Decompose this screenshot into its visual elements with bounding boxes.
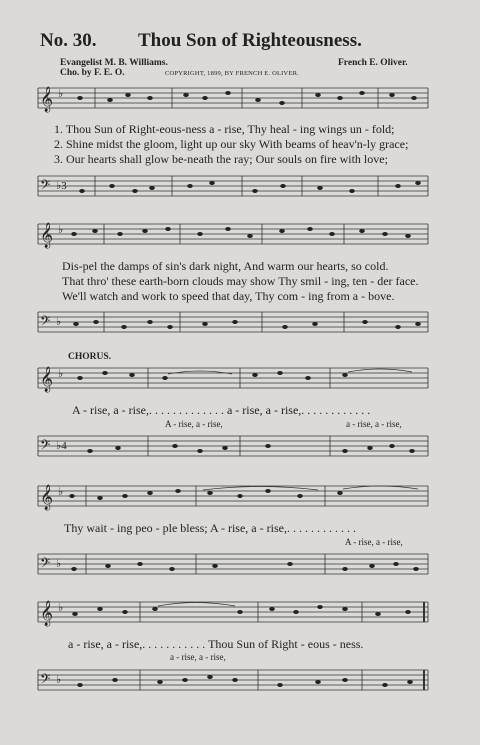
svg-text:𝄢: 𝄢 [40, 439, 51, 456]
chorus-line-1-lyric: A - rise, a - rise,. . . . . . . . . . . . . a - rise, a - rise,. . . . . . . . . . . . [72, 403, 371, 417]
system-2-treble [0, 218, 480, 258]
chorus-line-2-bass-lyric: A - rise, a - rise, [345, 537, 403, 547]
system-2-bass [0, 306, 480, 346]
svg-text:♭: ♭ [58, 224, 64, 236]
system-1-bass [0, 170, 480, 210]
system-1-treble [0, 82, 480, 122]
svg-text:♭: ♭ [58, 88, 64, 100]
verse-1-line-1: 1. Thou Sun of Right-eous-ness a - rise, Thy heal - ing wings un - fold; [54, 122, 395, 136]
system-4-treble [0, 480, 480, 520]
hymn-title-row [40, 30, 450, 52]
system-3-treble [0, 362, 480, 402]
svg-text:𝄢: 𝄢 [40, 179, 51, 196]
hymn-number: No. 30. [40, 30, 97, 51]
svg-text:𝄞: 𝄞 [40, 600, 54, 625]
svg-text:♭: ♭ [56, 558, 62, 570]
svg-text:♭: ♭ [58, 368, 64, 380]
system-4-bass [0, 548, 480, 588]
svg-text:𝄢: 𝄢 [40, 315, 51, 332]
svg-text:♭: ♭ [58, 486, 64, 498]
svg-text:♭: ♭ [56, 674, 62, 686]
words-credit: Evangelist M. B. Williams. [60, 58, 168, 68]
chorus-line-3-bass-lyric: a - rise, a - rise, [170, 652, 226, 662]
verse-3-line-1: 3. Our hearts shall glow be-neath the ray; Our souls on fire with love; [54, 152, 388, 166]
verse-2-line-2: That thro' these earth-born clouds may show Thy smil - ing, ten - der face. [62, 274, 419, 288]
svg-text:𝄞: 𝄞 [40, 484, 54, 509]
system-5-bass [0, 664, 480, 704]
system-3-bass [0, 430, 480, 470]
copyright-notice: COPYRIGHT, 1899, BY FRENCH E. OLIVER. [165, 70, 299, 77]
system-5-treble [0, 596, 480, 636]
svg-text:𝄞: 𝄞 [40, 86, 54, 111]
verse-1-line-2: Dis-pel the damps of sin's dark night, And warm our hearts, so cold. [62, 259, 389, 273]
verse-3-line-2: We'll watch and work to speed that day, Thy com - ing from a - bove. [62, 289, 395, 303]
hymn-title: Thou Son of Righteousness. [138, 30, 362, 51]
svg-text:𝄞: 𝄞 [40, 222, 54, 247]
chorus-credit: Cho. by F. E. O. [60, 68, 125, 78]
svg-text:𝄢: 𝄢 [40, 673, 51, 690]
chorus-line-1-bass-lyric-a: A - rise, a - rise, [165, 419, 223, 429]
svg-text:♭4: ♭4 [56, 440, 67, 452]
svg-text:♭: ♭ [56, 316, 62, 328]
verse-2-line-1: 2. Shine midst the gloom, light up our sky With beams of heav'n-ly grace; [54, 137, 409, 151]
svg-text:♭: ♭ [58, 602, 64, 614]
chorus-line-1-bass-lyric-b: a - rise, a - rise, [346, 419, 402, 429]
music-credit: French E. Oliver. [338, 58, 408, 68]
chorus-label: CHORUS. [68, 352, 112, 362]
chorus-line-3-lyric: a - rise, a - rise,. . . . . . . . . . . Thou Sun of Right - eous - ness. [68, 637, 364, 651]
chorus-line-2-lyric: Thy wait - ing peo - ple bless; A - rise, a - rise,. . . . . . . . . . . . [64, 521, 356, 535]
svg-text:♭3: ♭3 [56, 180, 67, 192]
svg-text:𝄞: 𝄞 [40, 366, 54, 391]
svg-text:𝄢: 𝄢 [40, 557, 51, 574]
